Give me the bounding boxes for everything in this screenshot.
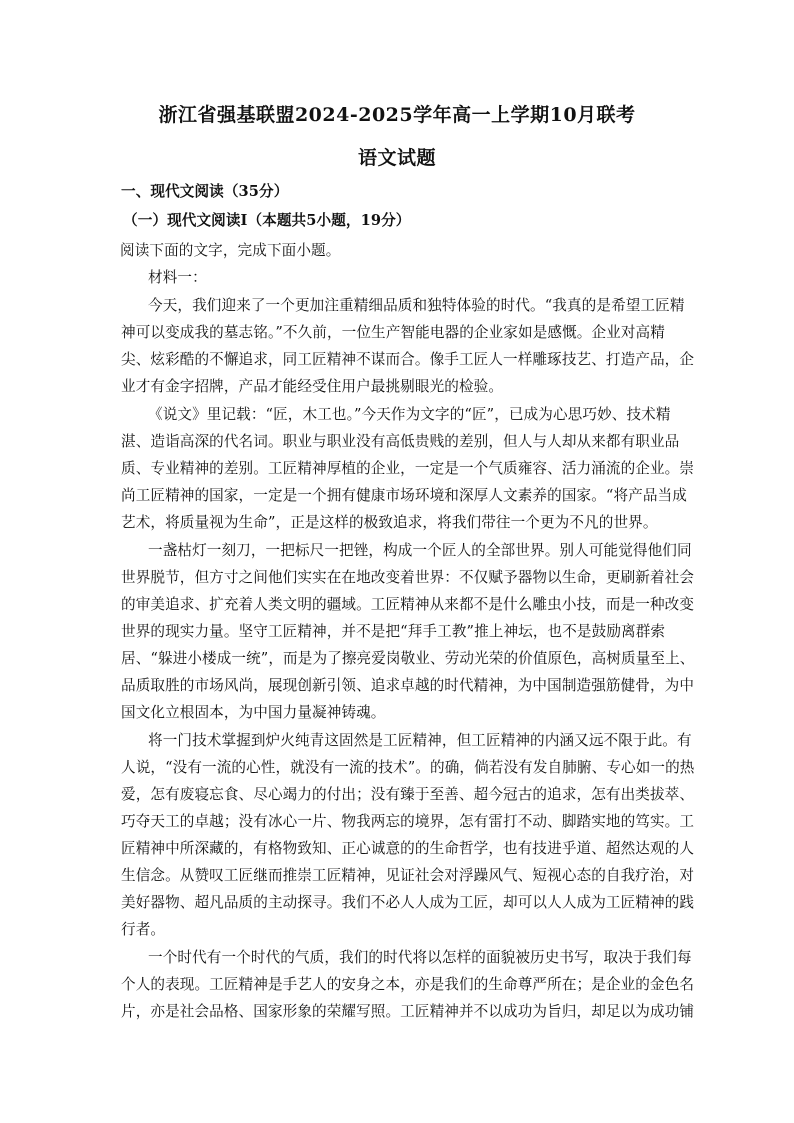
body-line: 行者。 [121,921,166,938]
body-line: 爱，怎有废寝忘食、尽心竭力的付出；没有臻于至善、超今冠古的追求，怎有出类拔萃、 [121,786,695,803]
body-line: 将一门技术掌握到炉火纯青这固然是工匠精神，但工匠精神的内涵又远不限于此。有 [148,732,692,749]
body-line: 片，亦是社会品格、国家形象的荣耀写照。工匠精神并不以成功为旨归，却足以为成功铺 [121,1003,695,1020]
body-line: 居、“躲进小楼成一统”，而是为了擦亮爱岗敬业、劳动光荣的价值原色，高树质量至上、 [121,650,695,667]
body-line: 匠精神中所深藏的，有格物致知、正心诚意的的生命哲学，也有技进乎道、超然达观的人 [121,840,695,857]
document-title: 浙江省强基联盟2024-2025学年高一上学期10月联考 [158,104,636,126]
body-line: 世界的现实力量。坚守工匠精神，并不是把“拜手工教”推上神坛，也不是鼓励离群索 [121,623,666,640]
document-subtitle: 语文试题 [357,147,436,169]
body-line: 生信念。从赞叹工匠继而推崇工匠精神，见证社会对浮躁风气、短视心态的自我疗治，对 [121,867,695,884]
body-line: 美好器物、超凡品质的主动探寻。我们不必人人成为工匠，却可以人人成为工匠精神的践 [121,894,695,911]
body-line: 品质取胜的市场风尚，展现创新引领、追求卓越的时代精神，为中国制造强筋健骨，为中 [121,677,695,694]
body-line: 一个时代有一个时代的气质，我们的时代将以怎样的面貌被历史书写，取决于我们每 [148,949,692,966]
section-heading: 一、现代文阅读（35分） [121,183,289,200]
body-line: 《说文》里记载：“匠，木工也。”今天作为文字的“匠”，已成为心思巧妙、技术精 [148,406,671,423]
body-line: 的审美追求、扩充着人类文明的疆域。工匠精神从来都不是什么雕虫小技，而是一种改变 [121,596,695,613]
body-line: 巧夺天工的卓越；没有冰心一片、物我两忘的境界，怎有雷打不动、脚踏实地的笃实。工 [121,813,695,830]
body-line: 质、专业精神的差别。工匠精神厚植的企业，一定是一个气质雍容、活力涌流的企业。崇 [121,460,695,477]
body-line: 神可以变成我的墓志铭。”不久前，一位生产智能电器的企业家如是感慨。企业对高精 [121,324,665,341]
body-line: 业才有金字招牌，产品才能经受住用户最挑剔眼光的检验。 [121,378,504,395]
body-line: 一盏枯灯一刻刀，一把标尺一把锉，构成一个匠人的全部世界。别人可能觉得他们同 [148,542,692,559]
body-line: 世界脱节，但方寸之间他们实实在在地改变着世界：不仅赋予器物以生命，更刷新着社会 [121,569,695,586]
instruction-text: 阅读下面的文字，完成下面小题。 [120,242,341,259]
body-line: 尚工匠精神的国家，一定是一个拥有健康市场环境和深厚人文素养的国家。“将产品当成 [121,487,687,504]
body-line: 艺术，将质量视为生命”，正是这样的极致追求，将我们带往一个更为不凡的世界。 [121,514,658,531]
body-line: 尖、炫彩酷的不懈追求，同工匠精神不谋而合。像手工匠人一样雕琢技艺、打造产品，企 [121,351,695,368]
body-line: 国文化立根固本，为中国力量凝神铸魂。 [121,704,386,721]
subsection-heading: （一）现代文阅读Ⅰ（本题共5小题，19分） [123,212,411,229]
body-line: 个人的表现。工匠精神是手艺人的安身之本，亦是我们的生命尊严所在；是企业的金色名 [121,976,695,993]
body-line: 今天，我们迎来了一个更加注重精细品质和独特体验的时代。“我真的是希望工匠精 [148,297,685,314]
material-label: 材料一： [148,269,207,286]
body-line: 人说，“没有一流的心性，就没有一流的技术”。的确，倘若没有发自肺腑、专心如一的热 [121,759,695,776]
body-line: 湛、造诣高深的代名词。职业与职业没有高低贵贱的差别，但人与人却从来都有职业品 [121,433,680,450]
